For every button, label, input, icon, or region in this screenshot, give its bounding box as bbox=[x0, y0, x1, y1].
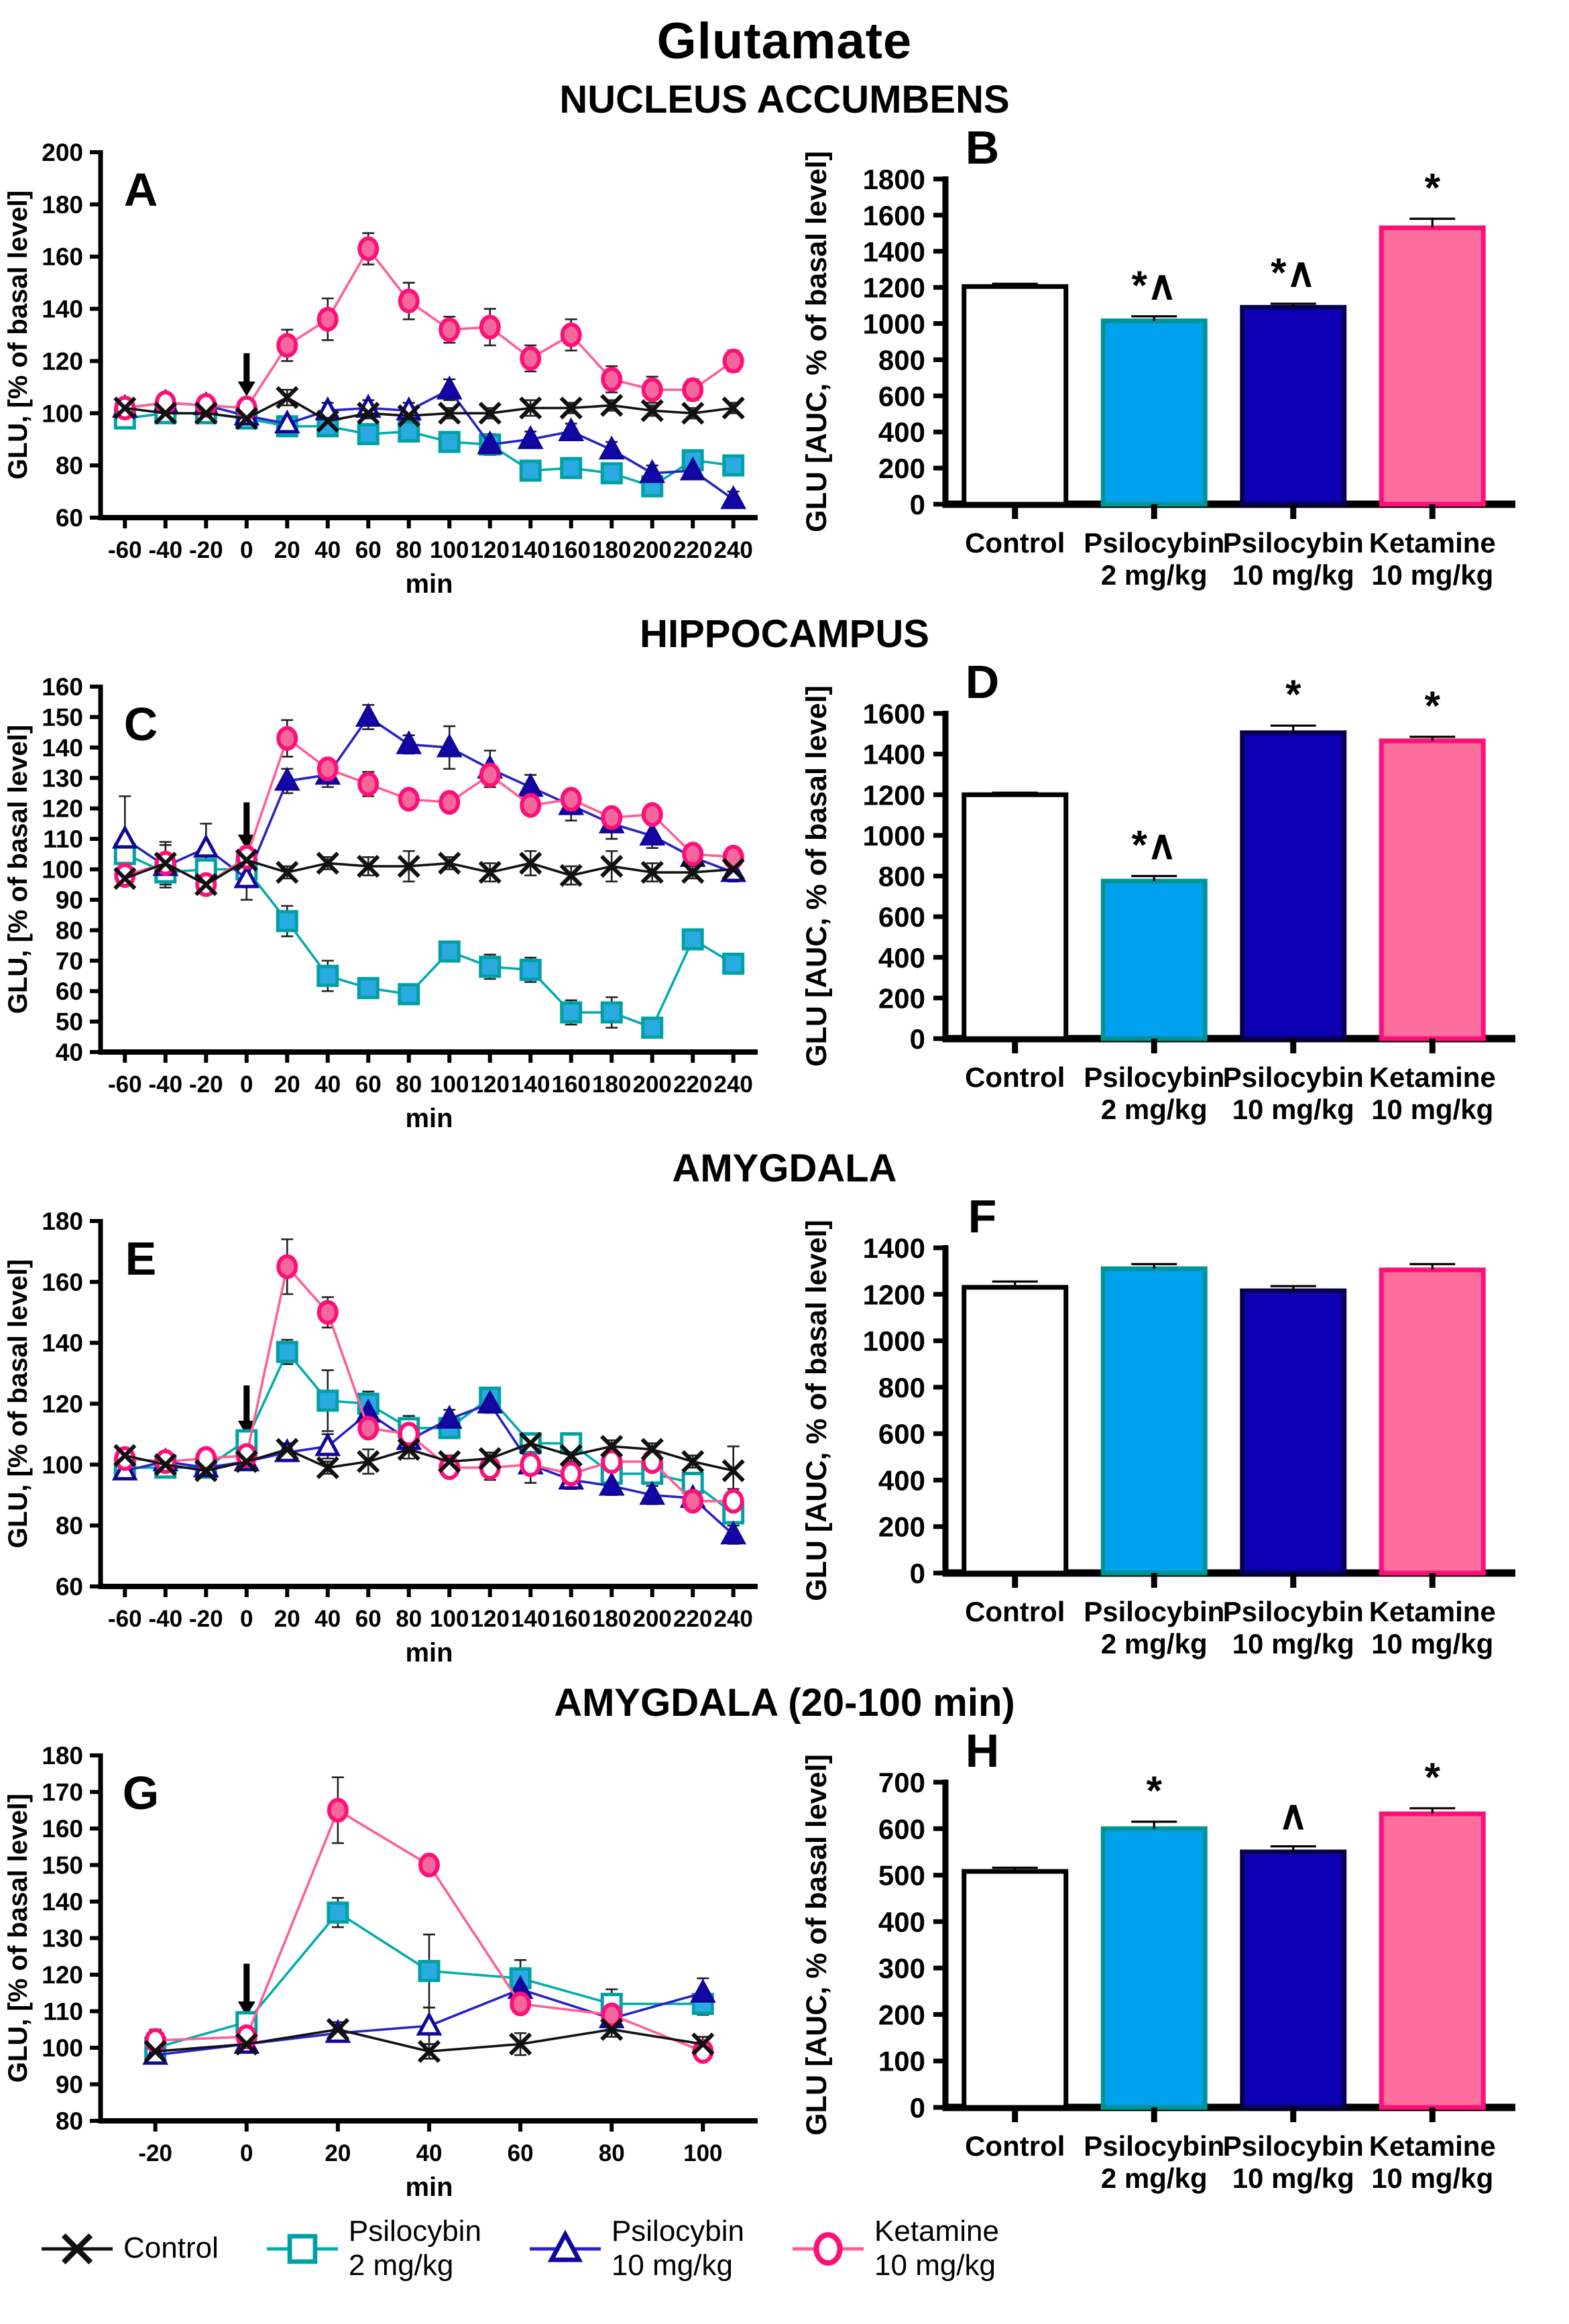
legend-label: Control bbox=[123, 2231, 219, 2265]
svg-text:600: 600 bbox=[878, 901, 925, 933]
svg-text:Psilocybin: Psilocybin bbox=[1084, 2130, 1225, 2162]
svg-text:1800: 1800 bbox=[862, 164, 925, 195]
svg-text:60: 60 bbox=[55, 978, 83, 1006]
legend-label: Psilocybin 2 mg/kg bbox=[348, 2215, 481, 2282]
svg-text:600: 600 bbox=[878, 1418, 925, 1450]
panel-C-line-chart bbox=[0, 656, 791, 1139]
section-amygdala bbox=[0, 1146, 1569, 1674]
svg-text:1200: 1200 bbox=[862, 779, 925, 811]
panel-H-bar-chart bbox=[791, 1725, 1556, 2208]
svg-text:0: 0 bbox=[909, 1558, 925, 1589]
x-marker-icon bbox=[40, 2217, 114, 2281]
svg-text:∧: ∧ bbox=[1278, 1792, 1308, 1838]
panel-A-line-chart bbox=[0, 122, 791, 605]
svg-text:240: 240 bbox=[713, 1606, 753, 1632]
svg-text:-40: -40 bbox=[148, 1071, 183, 1098]
svg-text:Ketamine: Ketamine bbox=[1369, 2130, 1496, 2162]
svg-text:200: 200 bbox=[878, 1511, 925, 1543]
svg-text:140: 140 bbox=[42, 295, 83, 323]
svg-text:50: 50 bbox=[55, 1008, 83, 1036]
svg-text:C: C bbox=[123, 698, 158, 750]
svg-text:220: 220 bbox=[673, 537, 713, 563]
svg-text:200: 200 bbox=[632, 1606, 672, 1632]
line-chart-A bbox=[0, 122, 778, 605]
svg-text:80: 80 bbox=[55, 1512, 83, 1540]
svg-text:0: 0 bbox=[240, 1606, 253, 1632]
svg-text:90: 90 bbox=[55, 886, 83, 914]
svg-text:160: 160 bbox=[42, 1268, 83, 1296]
svg-text:-60: -60 bbox=[107, 1606, 142, 1632]
svg-text:*∧: *∧ bbox=[1131, 822, 1177, 868]
svg-text:20: 20 bbox=[274, 1071, 300, 1098]
svg-text:10 mg/kg: 10 mg/kg bbox=[1232, 1094, 1354, 1125]
legend bbox=[0, 2208, 1569, 2296]
svg-text:90: 90 bbox=[55, 2071, 83, 2099]
svg-text:GLU, [% of basal level]: GLU, [% of basal level] bbox=[3, 724, 33, 1014]
panel-D-bar-chart bbox=[791, 656, 1556, 1139]
svg-text:*: * bbox=[1146, 1767, 1162, 1813]
svg-text:1000: 1000 bbox=[862, 1325, 925, 1357]
svg-text:160: 160 bbox=[551, 1071, 591, 1098]
svg-text:*: * bbox=[1424, 683, 1440, 728]
svg-text:-20: -20 bbox=[188, 1071, 223, 1098]
svg-text:40: 40 bbox=[314, 1606, 341, 1632]
section-amygdala-20-100 bbox=[0, 1680, 1569, 2208]
line-chart-C bbox=[0, 656, 778, 1139]
legend-label: Psilocybin 10 mg/kg bbox=[611, 2215, 745, 2282]
svg-text:10 mg/kg: 10 mg/kg bbox=[1371, 1094, 1494, 1125]
svg-text:2 mg/kg: 2 mg/kg bbox=[1100, 1094, 1208, 1125]
svg-text:400: 400 bbox=[878, 1906, 925, 1938]
svg-text:1400: 1400 bbox=[862, 235, 925, 268]
svg-text:130: 130 bbox=[42, 1924, 83, 1953]
svg-text:H: H bbox=[965, 1725, 1000, 1777]
svg-text:120: 120 bbox=[42, 1390, 83, 1418]
svg-text:130: 130 bbox=[42, 764, 83, 793]
svg-text:60: 60 bbox=[355, 1606, 382, 1632]
svg-text:10 mg/kg: 10 mg/kg bbox=[1232, 2162, 1354, 2194]
svg-text:Ketamine: Ketamine bbox=[1369, 1596, 1496, 1627]
svg-text:180: 180 bbox=[592, 537, 632, 563]
svg-text:60: 60 bbox=[355, 1071, 382, 1098]
svg-text:100: 100 bbox=[42, 856, 83, 884]
svg-text:60: 60 bbox=[355, 537, 382, 563]
svg-text:2 mg/kg: 2 mg/kg bbox=[1100, 559, 1208, 591]
svg-text:600: 600 bbox=[878, 380, 925, 412]
svg-text:GLU [AUC, % of basal level]: GLU [AUC, % of basal level] bbox=[801, 685, 833, 1067]
svg-text:120: 120 bbox=[42, 347, 83, 375]
svg-text:Control: Control bbox=[965, 2130, 1065, 2162]
row-hippocampus bbox=[0, 656, 1569, 1139]
svg-text:160: 160 bbox=[42, 243, 83, 271]
section-heading-amygdala-20-100: AMYGDALA (20-100 min) bbox=[554, 1681, 1015, 1725]
svg-text:10 mg/kg: 10 mg/kg bbox=[1371, 1628, 1494, 1660]
figure-page bbox=[0, 12, 1569, 2296]
svg-text:120: 120 bbox=[42, 795, 83, 823]
svg-text:F: F bbox=[968, 1191, 997, 1242]
section-hippocampus bbox=[0, 612, 1569, 1139]
svg-text:40: 40 bbox=[314, 537, 341, 563]
svg-text:2 mg/kg: 2 mg/kg bbox=[1100, 2162, 1208, 2194]
svg-text:600: 600 bbox=[878, 1813, 925, 1845]
svg-text:1400: 1400 bbox=[862, 1232, 925, 1264]
svg-text:Control: Control bbox=[965, 1596, 1065, 1627]
svg-text:A: A bbox=[123, 164, 158, 216]
section-heading-hippocampus: HIPPOCAMPUS bbox=[640, 612, 929, 656]
svg-text:500: 500 bbox=[878, 1859, 925, 1892]
legend-item-psilocybin-10-mg-kg bbox=[528, 2215, 744, 2282]
svg-text:0: 0 bbox=[240, 537, 253, 563]
section-heading-nucleus-accumbens: NUCLEUS ACCUMBENS bbox=[559, 78, 1010, 121]
svg-text:40: 40 bbox=[55, 1039, 83, 1066]
svg-text:1200: 1200 bbox=[862, 1279, 925, 1311]
bar-chart-D bbox=[791, 656, 1542, 1139]
svg-text:min: min bbox=[405, 569, 453, 599]
svg-text:min: min bbox=[405, 1638, 453, 1668]
bar-chart-F bbox=[791, 1191, 1542, 1674]
svg-text:220: 220 bbox=[673, 1071, 713, 1098]
svg-text:200: 200 bbox=[878, 982, 925, 1014]
svg-text:20: 20 bbox=[274, 1606, 300, 1632]
svg-text:1200: 1200 bbox=[862, 272, 925, 304]
svg-text:100: 100 bbox=[878, 2045, 925, 2077]
svg-text:Psilocybin: Psilocybin bbox=[1222, 527, 1364, 559]
svg-text:GLU, [% of basal level]: GLU, [% of basal level] bbox=[3, 190, 33, 480]
svg-text:80: 80 bbox=[396, 1071, 422, 1098]
svg-text:10 mg/kg: 10 mg/kg bbox=[1371, 559, 1494, 591]
svg-text:150: 150 bbox=[42, 1851, 83, 1879]
svg-text:-20: -20 bbox=[138, 2140, 172, 2166]
svg-text:Ketamine: Ketamine bbox=[1369, 527, 1496, 559]
svg-text:Ketamine: Ketamine bbox=[1369, 1061, 1496, 1093]
svg-text:*: * bbox=[1285, 672, 1301, 717]
panel-G-line-chart bbox=[0, 1725, 791, 2208]
svg-text:140: 140 bbox=[42, 734, 83, 762]
svg-text:GLU, [% of basal level]: GLU, [% of basal level] bbox=[3, 1259, 33, 1549]
svg-text:200: 200 bbox=[878, 1999, 925, 2031]
section-heading-amygdala: AMYGDALA bbox=[672, 1147, 897, 1190]
svg-text:Psilocybin: Psilocybin bbox=[1084, 1596, 1225, 1627]
svg-text:100: 100 bbox=[42, 2034, 83, 2062]
panel-B-bar-chart bbox=[791, 122, 1556, 605]
legend-item-ketamine-10-mg-kg bbox=[791, 2215, 999, 2282]
svg-text:240: 240 bbox=[713, 1071, 753, 1098]
svg-text:200: 200 bbox=[878, 453, 925, 485]
svg-text:140: 140 bbox=[511, 1071, 550, 1098]
svg-text:70: 70 bbox=[55, 947, 83, 975]
svg-text:10 mg/kg: 10 mg/kg bbox=[1232, 1628, 1354, 1660]
svg-text:400: 400 bbox=[878, 941, 925, 974]
svg-text:-60: -60 bbox=[107, 1071, 142, 1098]
svg-text:100: 100 bbox=[430, 1071, 469, 1098]
svg-text:1000: 1000 bbox=[862, 819, 925, 852]
svg-text:180: 180 bbox=[592, 1071, 632, 1098]
svg-text:-20: -20 bbox=[188, 537, 223, 563]
svg-text:GLU [AUC, % of basal level]: GLU [AUC, % of basal level] bbox=[801, 1220, 833, 1601]
svg-text:180: 180 bbox=[42, 190, 83, 219]
svg-text:D: D bbox=[965, 656, 1000, 708]
legend-label: Ketamine 10 mg/kg bbox=[874, 2215, 999, 2282]
svg-text:GLU [AUC, % of basal level]: GLU [AUC, % of basal level] bbox=[801, 1754, 833, 2136]
svg-text:180: 180 bbox=[42, 1208, 83, 1235]
svg-text:700: 700 bbox=[878, 1767, 925, 1798]
svg-text:200: 200 bbox=[632, 537, 672, 563]
svg-text:110: 110 bbox=[43, 1997, 83, 2026]
svg-text:1600: 1600 bbox=[862, 698, 925, 730]
svg-text:80: 80 bbox=[598, 2140, 625, 2166]
svg-text:180: 180 bbox=[592, 1606, 632, 1632]
svg-text:60: 60 bbox=[55, 504, 83, 532]
svg-text:min: min bbox=[405, 2172, 453, 2202]
svg-text:1600: 1600 bbox=[862, 199, 925, 231]
svg-text:400: 400 bbox=[878, 416, 925, 449]
svg-text:10 mg/kg: 10 mg/kg bbox=[1371, 2162, 1494, 2194]
svg-text:140: 140 bbox=[511, 1606, 550, 1632]
svg-text:110: 110 bbox=[43, 825, 83, 854]
svg-text:80: 80 bbox=[55, 917, 83, 945]
figure-title: Glutamate bbox=[656, 13, 913, 70]
bar-chart-H bbox=[791, 1725, 1542, 2208]
svg-text:800: 800 bbox=[878, 860, 925, 892]
svg-text:Control: Control bbox=[965, 1061, 1065, 1093]
svg-text:100: 100 bbox=[42, 1451, 83, 1479]
svg-text:60: 60 bbox=[507, 2140, 534, 2166]
svg-text:Psilocybin: Psilocybin bbox=[1222, 1061, 1364, 1093]
svg-text:140: 140 bbox=[511, 537, 550, 563]
svg-text:-60: -60 bbox=[107, 537, 142, 563]
svg-text:min: min bbox=[405, 1104, 453, 1133]
svg-text:120: 120 bbox=[470, 1071, 510, 1098]
svg-text:*: * bbox=[1424, 165, 1440, 211]
svg-text:120: 120 bbox=[470, 537, 510, 563]
bar-chart-B bbox=[791, 122, 1542, 605]
svg-text:100: 100 bbox=[430, 1606, 469, 1632]
svg-text:400: 400 bbox=[878, 1464, 925, 1497]
svg-text:100: 100 bbox=[430, 537, 469, 563]
svg-text:GLU, [% of basal level]: GLU, [% of basal level] bbox=[3, 1793, 33, 2083]
svg-text:140: 140 bbox=[42, 1329, 83, 1357]
svg-text:0: 0 bbox=[909, 1023, 925, 1055]
row-amygdala bbox=[0, 1191, 1569, 1674]
svg-text:Psilocybin: Psilocybin bbox=[1222, 2130, 1364, 2162]
svg-text:200: 200 bbox=[632, 1071, 672, 1098]
svg-text:300: 300 bbox=[878, 1953, 925, 1985]
svg-text:60: 60 bbox=[55, 1573, 83, 1601]
svg-text:220: 220 bbox=[673, 1606, 713, 1632]
svg-text:800: 800 bbox=[878, 1371, 925, 1403]
panel-F-bar-chart bbox=[791, 1191, 1556, 1674]
svg-text:Psilocybin: Psilocybin bbox=[1222, 1596, 1364, 1627]
svg-text:160: 160 bbox=[42, 1815, 83, 1843]
svg-text:1400: 1400 bbox=[862, 738, 925, 770]
line-chart-G bbox=[0, 1725, 778, 2208]
legend-item-control bbox=[40, 2217, 219, 2281]
svg-text:180: 180 bbox=[42, 1742, 83, 1769]
legend-item-psilocybin-2-mg-kg bbox=[266, 2215, 481, 2282]
svg-text:20: 20 bbox=[325, 2140, 351, 2166]
square-marker-icon bbox=[266, 2217, 339, 2281]
svg-text:0: 0 bbox=[909, 489, 925, 520]
svg-text:240: 240 bbox=[713, 537, 753, 563]
svg-text:B: B bbox=[965, 122, 1000, 174]
svg-text:-40: -40 bbox=[148, 537, 183, 563]
svg-text:160: 160 bbox=[551, 537, 591, 563]
svg-text:150: 150 bbox=[42, 703, 83, 732]
svg-text:160: 160 bbox=[42, 673, 83, 701]
svg-text:100: 100 bbox=[42, 400, 83, 428]
svg-text:Psilocybin: Psilocybin bbox=[1084, 1061, 1225, 1093]
svg-text:40: 40 bbox=[314, 1071, 341, 1098]
svg-text:80: 80 bbox=[55, 2107, 83, 2135]
svg-text:20: 20 bbox=[274, 537, 300, 563]
svg-text:*∧: *∧ bbox=[1271, 249, 1316, 295]
svg-text:1000: 1000 bbox=[862, 308, 925, 340]
svg-text:0: 0 bbox=[240, 1071, 253, 1098]
svg-text:0: 0 bbox=[240, 2140, 253, 2166]
svg-text:Control: Control bbox=[965, 527, 1065, 559]
svg-text:100: 100 bbox=[683, 2140, 723, 2166]
svg-text:E: E bbox=[125, 1232, 157, 1285]
svg-text:-40: -40 bbox=[148, 1606, 183, 1632]
svg-text:80: 80 bbox=[396, 537, 422, 563]
svg-text:2 mg/kg: 2 mg/kg bbox=[1100, 1628, 1208, 1660]
svg-text:10 mg/kg: 10 mg/kg bbox=[1232, 559, 1354, 591]
circle-marker-icon bbox=[791, 2217, 865, 2281]
svg-text:800: 800 bbox=[878, 344, 925, 376]
svg-text:-20: -20 bbox=[188, 1606, 223, 1632]
svg-text:Psilocybin: Psilocybin bbox=[1084, 527, 1225, 559]
svg-text:80: 80 bbox=[396, 1606, 422, 1632]
svg-text:160: 160 bbox=[551, 1606, 591, 1632]
svg-text:200: 200 bbox=[42, 139, 83, 166]
triangle-marker-icon bbox=[528, 2217, 602, 2281]
svg-text:G: G bbox=[122, 1767, 160, 1819]
svg-text:GLU [AUC, % of basal level]: GLU [AUC, % of basal level] bbox=[801, 151, 833, 532]
panel-E-line-chart bbox=[0, 1191, 791, 1674]
svg-text:170: 170 bbox=[42, 1778, 83, 1806]
svg-text:120: 120 bbox=[42, 1961, 83, 1989]
row-amygdala-20-100 bbox=[0, 1725, 1569, 2208]
section-nucleus-accumbens bbox=[0, 77, 1569, 605]
svg-text:140: 140 bbox=[42, 1888, 83, 1916]
svg-text:120: 120 bbox=[470, 1606, 510, 1632]
line-chart-E bbox=[0, 1191, 778, 1674]
svg-text:*: * bbox=[1424, 1754, 1440, 1800]
svg-text:0: 0 bbox=[909, 2092, 925, 2124]
row-nucleus-accumbens bbox=[0, 122, 1569, 605]
svg-text:80: 80 bbox=[55, 452, 83, 480]
svg-text:*∧: *∧ bbox=[1131, 262, 1177, 308]
svg-text:40: 40 bbox=[416, 2140, 443, 2166]
